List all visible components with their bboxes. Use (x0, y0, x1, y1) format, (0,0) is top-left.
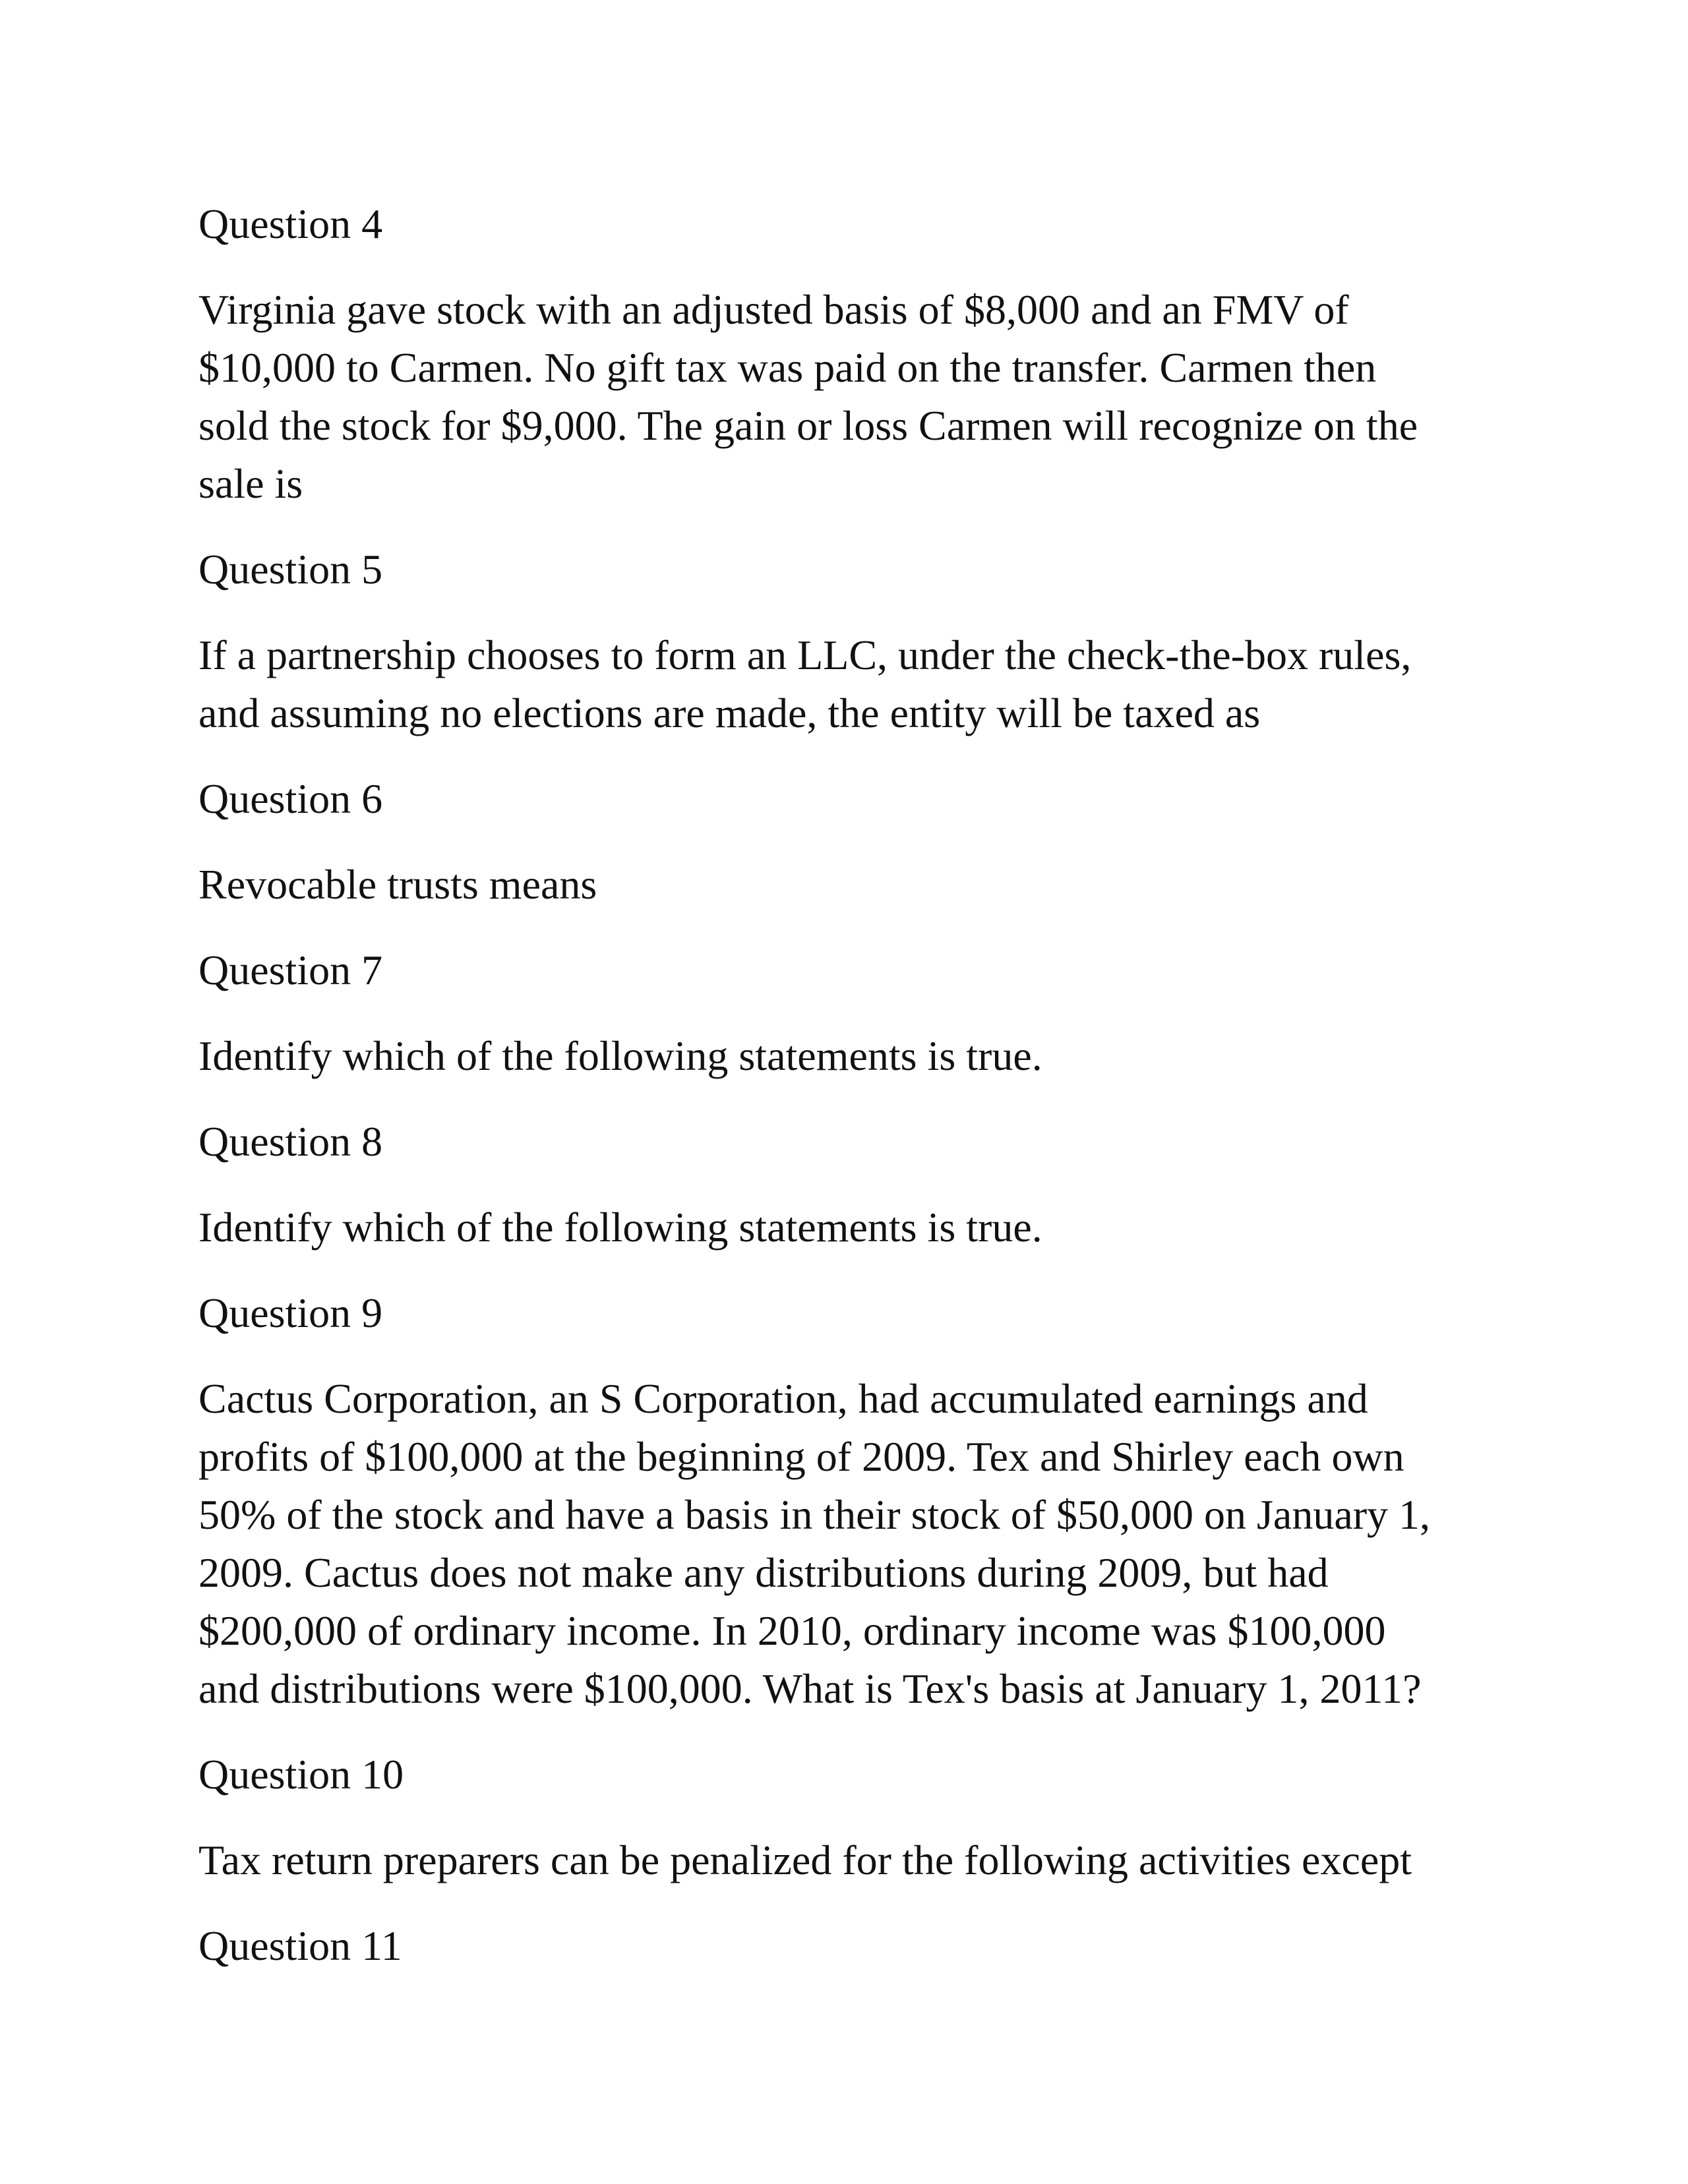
question-5-heading: Question 5 (198, 546, 383, 593)
question-6-line-1: Revocable trusts means (198, 861, 597, 908)
question-4-line-2: $10,000 to Carmen. No gift tax was paid on the transfer. Carmen then (198, 344, 1377, 391)
question-7-line-1: Identify which of the following statements is true. (198, 1032, 1042, 1079)
question-11-heading: Question 11 (198, 1922, 402, 1969)
question-4-line-1: Virginia gave stock with an adjusted basis of $8,000 and an FMV of (198, 286, 1349, 333)
question-5-text (198, 626, 1524, 742)
question-10-line-1: Tax return preparers can be penalized for the following activities except (198, 1837, 1412, 1883)
question-9-line-2: profits of $100,000 at the beginning of 2009. Tex and Shirley each own (198, 1433, 1404, 1480)
question-9-line-1: Cactus Corporation, an S Corporation, had accumulated earnings and (198, 1375, 1368, 1422)
question-9-line-3: 50% of the stock and have a basis in their stock of $50,000 on January 1, (198, 1491, 1431, 1538)
question-9-line-6: and distributions were $100,000. What is Tex's basis at January 1, 2011? (198, 1665, 1422, 1712)
question-5-line-2: and assuming no elections are made, the entity will be taxed as (198, 690, 1261, 736)
question-4-line-4: sale is (198, 460, 303, 507)
question-9-line-5: $200,000 of ordinary income. In 2010, ordinary income was $100,000 (198, 1607, 1386, 1654)
question-4-heading: Question 4 (198, 200, 383, 247)
question-8-line-1: Identify which of the following statements is true. (198, 1204, 1042, 1251)
question-6-text (198, 856, 1524, 914)
question-7-text (198, 1027, 1524, 1085)
question-9-text (198, 1370, 1524, 1718)
question-4-line-3: sold the stock for $9,000. The gain or loss Carmen will recognize on the (198, 402, 1418, 449)
question-8-text (198, 1198, 1524, 1256)
question-5-line-1: If a partnership chooses to form an LLC, under the check-the-box rules, (198, 632, 1412, 678)
question-9-heading: Question 9 (198, 1289, 383, 1336)
question-10-text (198, 1831, 1524, 1889)
question-10-heading: Question 10 (198, 1751, 404, 1798)
question-4-text (198, 281, 1524, 513)
question-7-heading: Question 7 (198, 947, 383, 993)
question-9-line-4: 2009. Cactus does not make any distributions during 2009, but had (198, 1549, 1329, 1596)
question-8-heading: Question 8 (198, 1118, 383, 1165)
question-6-heading: Question 6 (198, 775, 383, 822)
